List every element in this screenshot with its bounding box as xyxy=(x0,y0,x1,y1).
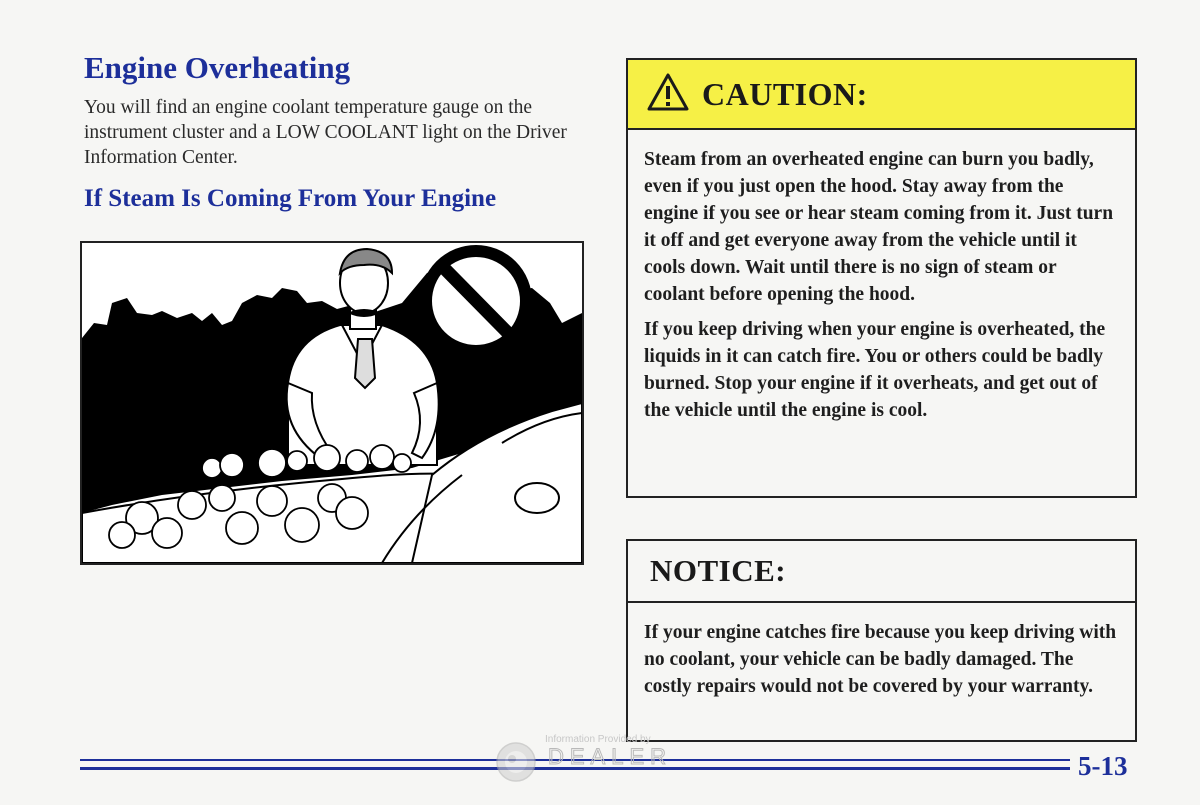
caution-box xyxy=(626,58,1137,498)
caution-header xyxy=(628,60,1135,130)
intro-paragraph: You will find an engine coolant temperature gauge on the instrument cluster and a LOW COOLANT light on the Driver Information Center. xyxy=(84,97,567,168)
notice-body xyxy=(628,603,1135,700)
page-title: Engine Overheating xyxy=(84,50,351,85)
caution-paragraph: Steam from an overheated engine can burn you badly, even if you just open the hood. Stay away from the engine if you see or hear steam coming from it. Just turn it off and get everyone away from the vehicle until it cools down. Wait until there is no sign of steam or coolant before opening the hood. xyxy=(644,149,1114,305)
caution-title: CAUTION: xyxy=(702,75,868,112)
no-sign-icon xyxy=(426,251,526,351)
notice-paragraph: If your engine catches fire because you keep driving with no coolant, your vehicle can be badly damaged. The costly repairs would not be covered by your warranty. xyxy=(644,622,1117,697)
watermark-wordmark: DEALER xyxy=(548,744,673,769)
page-number: 5-13 xyxy=(1078,751,1128,781)
notice-header xyxy=(628,541,1135,603)
section-subheading: If Steam Is Coming From Your Engine xyxy=(84,185,497,212)
warning-triangle-icon xyxy=(646,72,690,117)
caution-paragraph: If you keep driving when your engine is overheated, the liquids in it can catch fire. You or others could be badly burned. Stop your engine if it overheats, and get out of the vehicle until the engine is cool. xyxy=(644,319,1106,421)
steam-warning-illustration xyxy=(80,241,584,565)
dealer-logo-icon xyxy=(495,741,537,788)
notice-box xyxy=(626,539,1137,742)
notice-title: NOTICE: xyxy=(650,553,787,588)
watermark-caption: Information Provided by xyxy=(545,734,651,745)
caution-body xyxy=(628,130,1135,424)
man-figure xyxy=(287,249,439,465)
